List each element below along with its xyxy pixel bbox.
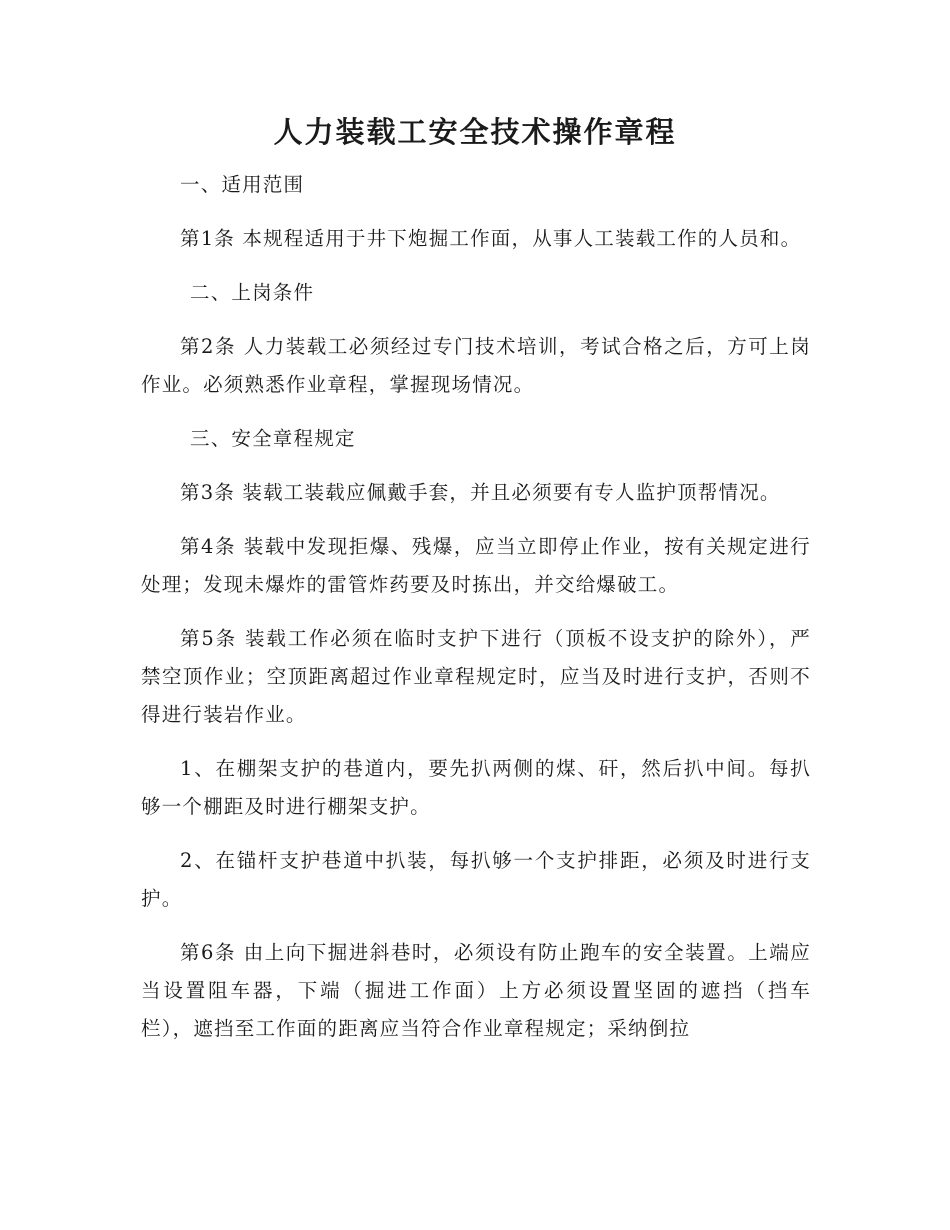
- list-item-1-paragraph: 1、在棚架支护的巷道内，要先扒两侧的煤、矸，然后扒中间。每扒够一个棚距及时进行棚架支护。: [141, 757, 811, 818]
- article-2-paragraph: 第2条 人力装载工必须经过专门技术培训，考试合格之后，方可上岗作业。必须熟悉作业章程，掌握现场情况。: [141, 335, 811, 396]
- document-title: 人力装载工安全技术操作章程: [273, 115, 677, 149]
- section-heading-conditions: 二、上岗条件: [190, 281, 315, 304]
- article-5-paragraph: 第5条 装载工作必须在临时支护下进行（顶板不设支护的除外），严禁空顶作业；空顶距离超过作业章程规定时，应当及时进行支护，否则不得进行装岩作业。: [141, 627, 811, 726]
- article-1-paragraph: 第1条 本规程适用于井下炮掘工作面，从事人工装载工作的人员和。: [180, 227, 802, 250]
- article-3-paragraph: 第3条 装载工装载应佩戴手套，并且必须要有专人监护顶帮情况。: [180, 481, 781, 504]
- article-6-paragraph: 第6条 由上向下掘进斜巷时，必须设有防止跑车的安全装置。上端应当设置阻车器，下端（掘进工作面）上方必须设置坚固的遮挡（挡车栏），遮挡至工作面的距离应当符合作业章程规定；采纳倒拉: [141, 941, 811, 1040]
- section-heading-scope: 一、适用范围: [180, 173, 305, 196]
- list-item-2-paragraph: 2、在锚杆支护巷道中扒装，每扒够一个支护排距，必须及时进行支护。: [141, 849, 811, 910]
- document-body: [141, 166, 811, 1064]
- section-heading-safety-rules: 三、安全章程规定: [190, 427, 356, 450]
- article-4-paragraph: 第4条 装载中发现拒爆、残爆，应当立即停止作业，按有关规定进行处理；发现未爆炸的雷管炸药要及时拣出，并交给爆破工。: [141, 535, 811, 596]
